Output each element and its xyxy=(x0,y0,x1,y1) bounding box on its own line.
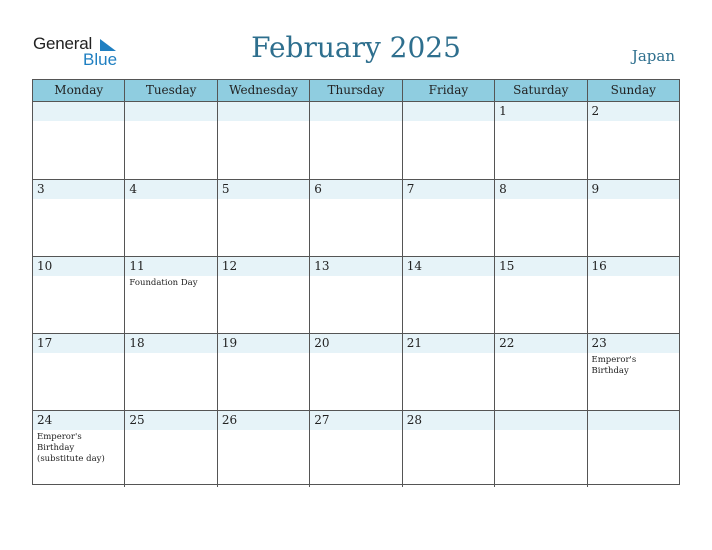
day-cell-band xyxy=(218,180,309,199)
calendar-grid xyxy=(32,79,680,485)
day-number: 18 xyxy=(129,336,145,350)
day-cell xyxy=(494,411,586,487)
day-number: 13 xyxy=(314,259,330,273)
day-number: 4 xyxy=(129,182,138,196)
day-cell-band xyxy=(310,180,401,199)
day-cell xyxy=(217,257,309,333)
day-cell-band xyxy=(33,180,124,199)
day-number: 11 xyxy=(129,259,145,273)
day-cell xyxy=(33,334,124,410)
holiday-label: Foundation Day xyxy=(129,278,198,288)
day-number: 7 xyxy=(406,182,415,196)
day-number: 3 xyxy=(37,182,45,196)
day-cell xyxy=(309,334,401,410)
day-number: 24 xyxy=(37,413,53,427)
day-cell xyxy=(124,102,216,179)
day-cell-band xyxy=(125,102,216,121)
day-number: 12 xyxy=(221,259,238,273)
calendar-weeks xyxy=(33,102,679,487)
weekday-header: Monday xyxy=(54,83,104,97)
day-cell xyxy=(33,257,124,333)
day-cell xyxy=(217,102,309,179)
day-number: 16 xyxy=(591,259,607,273)
day-cell xyxy=(494,334,586,410)
day-number: 23 xyxy=(591,336,607,350)
day-cell xyxy=(217,334,309,410)
weekday-header-row xyxy=(33,80,679,102)
day-number: 5 xyxy=(221,182,230,196)
day-cell xyxy=(402,102,494,179)
day-cell xyxy=(494,257,586,333)
day-number: 28 xyxy=(406,413,422,427)
day-cell xyxy=(402,257,494,333)
day-cell xyxy=(124,180,216,256)
day-cell xyxy=(587,257,679,333)
day-cell-band xyxy=(495,411,586,430)
day-cell xyxy=(33,180,124,256)
holiday-label: Emperor's Birthday xyxy=(591,355,637,376)
week-row xyxy=(33,333,679,410)
day-cell-band xyxy=(125,180,216,199)
day-number: 14 xyxy=(406,259,422,273)
day-cell-band xyxy=(33,102,124,121)
day-number: 1 xyxy=(499,104,507,118)
day-cell xyxy=(309,257,401,333)
calendar-title: February 2025 xyxy=(251,31,461,64)
day-cell-band xyxy=(310,102,401,121)
day-number: 9 xyxy=(591,182,600,196)
day-cell xyxy=(587,180,679,256)
day-cell xyxy=(587,102,679,179)
day-cell xyxy=(309,411,401,487)
day-cell xyxy=(309,180,401,256)
day-cell xyxy=(494,180,586,256)
day-cell-band xyxy=(218,102,309,121)
day-number: 22 xyxy=(499,336,515,350)
week-row xyxy=(33,256,679,333)
day-number: 10 xyxy=(37,259,53,273)
country-label: Japan xyxy=(631,47,675,65)
weekday-header: Friday xyxy=(402,80,494,101)
day-cell xyxy=(124,411,216,487)
weekday-header: Saturday xyxy=(494,80,586,101)
day-number: 27 xyxy=(314,413,330,427)
day-cell xyxy=(402,334,494,410)
day-cell xyxy=(217,411,309,487)
day-cell xyxy=(494,102,586,179)
week-row xyxy=(33,179,679,256)
day-number: 19 xyxy=(221,336,238,350)
day-number: 2 xyxy=(591,104,600,118)
day-cell xyxy=(217,180,309,256)
day-cell xyxy=(124,257,216,333)
day-cell xyxy=(309,102,401,179)
day-cell xyxy=(587,411,679,487)
weekday-header: Wednesday xyxy=(217,80,309,101)
day-cell-band xyxy=(403,102,494,121)
day-cell xyxy=(33,102,124,179)
weekday-header: Thursday xyxy=(309,80,401,101)
day-number: 15 xyxy=(499,259,515,273)
day-cell-band xyxy=(495,180,586,199)
day-cell-band xyxy=(403,180,494,199)
week-row xyxy=(33,102,679,179)
day-cell xyxy=(402,411,494,487)
day-number: 25 xyxy=(129,413,145,427)
weekday-header: Tuesday xyxy=(124,80,216,101)
day-cell xyxy=(402,180,494,256)
day-number: 21 xyxy=(406,336,422,350)
day-number: 6 xyxy=(314,182,322,196)
day-cell-band xyxy=(588,411,679,430)
logo-text-blue: Blue xyxy=(83,50,118,69)
day-number: 17 xyxy=(37,336,53,350)
weekday-header: Sunday xyxy=(587,80,679,101)
day-cell xyxy=(33,411,124,487)
day-number: 26 xyxy=(221,413,238,427)
day-cell-band xyxy=(588,180,679,199)
logo-text-general: General xyxy=(33,34,93,53)
day-number: 20 xyxy=(314,336,330,350)
week-row xyxy=(33,410,679,487)
day-cell-band xyxy=(495,102,586,121)
day-cell-band xyxy=(588,102,679,121)
day-cell xyxy=(587,334,679,410)
holiday-label: Emperor's Birthday (substitute day) xyxy=(37,432,105,464)
day-cell xyxy=(124,334,216,410)
day-number: 8 xyxy=(499,182,507,196)
